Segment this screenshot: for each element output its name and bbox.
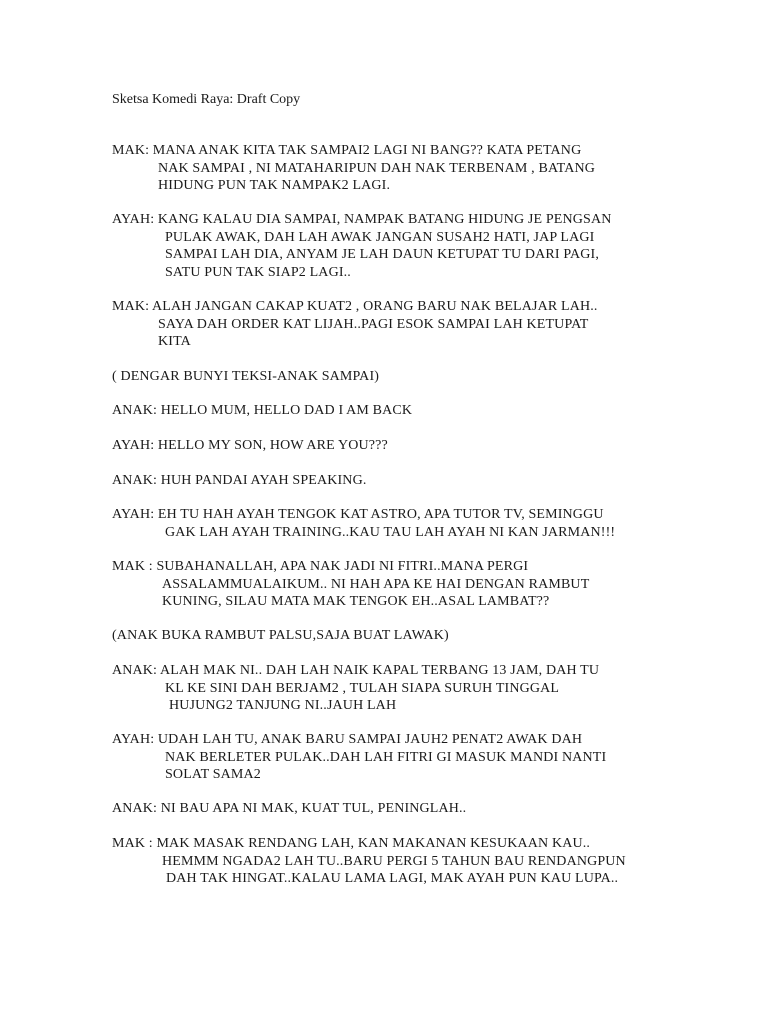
dialogue-block [112,731,606,784]
dialogue-line: AYAH: HELLO MY SON, HOW ARE YOU??? [112,438,388,453]
dialogue-block [112,472,366,490]
dialogue-line: SATU PUN TAK SIAP2 LAGI.. [165,264,351,280]
dialogue-line: ANAK: NI BAU APA NI MAK, KUAT TUL, PENINGLAH.. [112,801,467,816]
dialogue-line: KITA [158,334,191,349]
dialogue-line: SOLAT SAMA2 [165,767,261,782]
dialogue-line: (ANAK BUKA RAMBUT PALSU,SAJA BUAT LAWAK) [112,628,449,643]
dialogue-line: KL KE SINI DAH BERJAM2 , TULAH SIAPA SURUH TINGGAL [165,680,560,696]
dialogue-line: AYAH: UDAH LAH TU, ANAK BARU SAMPAI JAUH2 PENAT2 AWAK DAH [112,732,583,747]
dialogue-block [112,558,589,611]
dialogue-line: ANAK: HELLO MUM, HELLO DAD I AM BACK [112,403,413,418]
dialogue-line: NAK BERLETER PULAK..DAH LAH FITRI GI MASUK MANDI NANTI [165,749,607,765]
dialogue-line: ( DENGAR BUNYI TEKSI-ANAK SAMPAI) [112,369,380,384]
document-title: Sketsa Komedi Raya: Draft Copy [112,92,301,107]
dialogue-line: MAK : SUBAHANALLAH, APA NAK JADI NI FITRI..MANA PERGI [112,559,529,574]
dialogue-line: MAK : MAK MASAK RENDANG LAH, KAN MAKANAN KESUKAAN KAU.. [112,836,591,851]
dialogue-block [112,506,615,541]
dialogue-line: PULAK AWAK, DAH LAH AWAK JANGAN SUSAH2 HATI, JAP LAGI [165,229,595,245]
stage-direction [112,368,379,386]
dialogue-line: AYAH: EH TU HAH AYAH TENGOK KAT ASTRO, APA TUTOR TV, SEMINGGU [112,507,604,522]
dialogue-block [112,211,612,281]
dialogue-line: AYAH: KANG KALAU DIA SAMPAI, NAMPAK BATANG HIDUNG JE PENGSAN [112,212,612,227]
dialogue-line: ASSALAMMUALAIKUM.. NI HAH APA KE HAI DENGAN RAMBUT [162,576,590,592]
dialogue-line: ANAK: HUH PANDAI AYAH SPEAKING. [112,473,367,488]
dialogue-line: GAK LAH AYAH TRAINING..KAU TAU LAH AYAH NI KAN JARMAN!!! [165,524,616,540]
dialogue-line: SAMPAI LAH DIA, ANYAM JE LAH DAUN KETUPAT TU DARI PAGI, [165,247,599,262]
dialogue-line: HIDUNG PUN TAK NAMPAK2 LAGI. [158,178,391,193]
dialogue-line: KUNING, SILAU MATA MAK TENGOK EH..ASAL LAMBAT?? [162,594,550,609]
dialogue-line: HUJUNG2 TANJUNG NI..JAUH LAH [169,698,397,713]
dialogue-block [112,298,598,351]
dialogue-block [112,662,599,715]
dialogue-line: NAK SAMPAI , NI MATAHARIPUN DAH NAK TERBENAM , BATANG [158,160,596,176]
dialogue-line: HEMMM NGADA2 LAH TU..BARU PERGI 5 TAHUN BAU RENDANGPUN [162,853,626,869]
dialogue-block [112,437,388,455]
dialogue-line: ANAK: ALAH MAK NI.. DAH LAH NAIK KAPAL TERBANG 13 JAM, DAH TU [112,663,600,678]
dialogue-line: MAK: MANA ANAK KITA TAK SAMPAI2 LAGI NI BANG?? KATA PETANG [112,143,582,158]
dialogue-line: SAYA DAH ORDER KAT LIJAH..PAGI ESOK SAMPAI LAH KETUPAT [158,316,589,332]
dialogue-block [112,142,595,195]
stage-direction [112,627,449,645]
dialogue-block [112,800,466,818]
dialogue-line: MAK: ALAH JANGAN CAKAP KUAT2 , ORANG BARU NAK BELAJAR LAH.. [112,299,598,314]
dialogue-line: DAH TAK HINGAT..KALAU LAMA LAGI, MAK AYAH PUN KAU LUPA.. [166,871,619,886]
dialogue-block [112,402,412,420]
dialogue-block [112,835,626,888]
